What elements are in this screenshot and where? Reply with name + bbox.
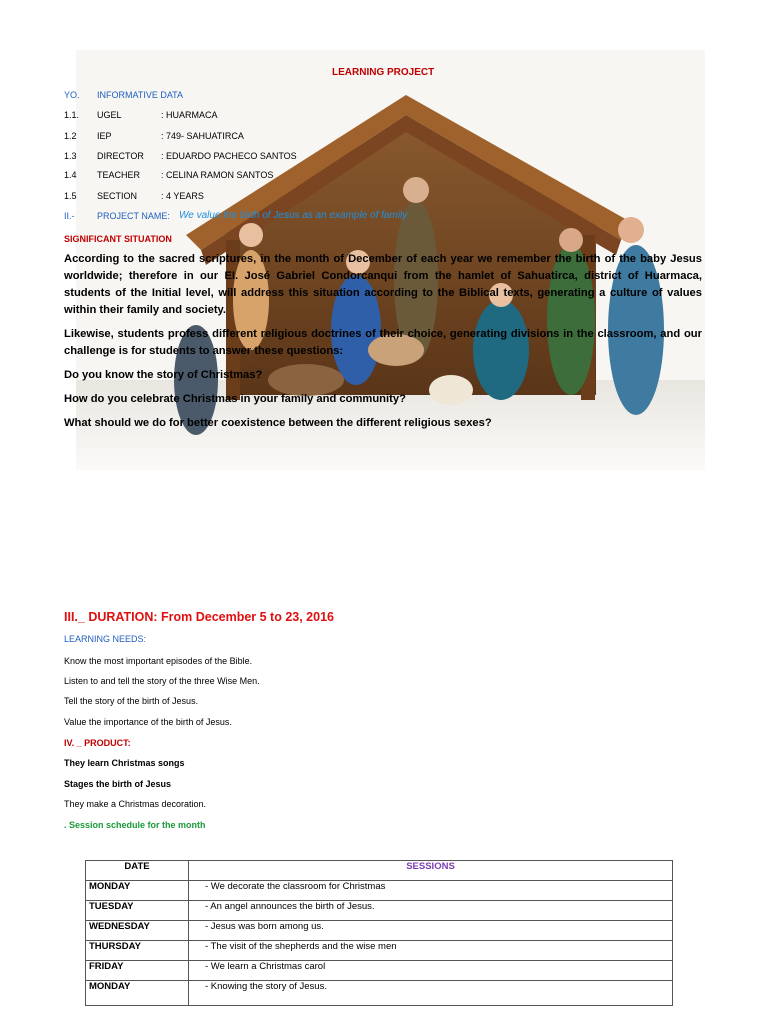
info-key: DIRECTOR xyxy=(97,151,144,161)
session-schedule-table xyxy=(85,860,673,1006)
info-value: : HUARMACA xyxy=(161,110,218,120)
info-num: 1.1. xyxy=(64,110,80,120)
learning-need-item: Value the importance of the birth of Jesus. xyxy=(64,717,232,727)
table-row xyxy=(86,961,673,981)
column-header-date: DATE xyxy=(86,861,189,881)
product-item: They learn Christmas songs xyxy=(64,758,185,768)
table-row xyxy=(86,941,673,961)
session-cell: - We learn a Christmas carol xyxy=(189,961,673,981)
page-title: LEARNING PROJECT xyxy=(332,67,435,78)
table-row xyxy=(86,881,673,901)
question: How do you celebrate Christmas in your family and community? xyxy=(64,393,406,405)
info-value: : 749- SAHUATIRCA xyxy=(161,131,244,141)
learning-needs-heading: LEARNING NEEDS: xyxy=(64,634,147,644)
learning-need-item: Tell the story of the birth of Jesus. xyxy=(64,696,199,706)
date-cell: WEDNESDAY xyxy=(86,921,189,941)
section-number: YO. xyxy=(64,90,80,100)
project-name-value: We value the birth of Jesus as an example of family xyxy=(179,210,408,221)
table-header-row xyxy=(86,861,673,881)
session-cell: - Jesus was born among us. xyxy=(189,921,673,941)
product-item: They make a Christmas decoration. xyxy=(64,799,207,809)
question: What should we do for better coexistence between the different religious sexes? xyxy=(64,417,492,429)
info-key: SECTION xyxy=(97,191,138,201)
session-cell: - The visit of the shepherds and the wise men xyxy=(189,941,673,961)
date-cell: THURSDAY xyxy=(86,941,189,961)
section-number: II.- xyxy=(64,211,75,221)
info-num: 1.3 xyxy=(64,151,77,161)
date-cell: TUESDAY xyxy=(86,901,189,921)
column-header-sessions: SESSIONS xyxy=(189,861,673,881)
session-cell: - We decorate the classroom for Christmas xyxy=(189,881,673,901)
learning-need-item: Listen to and tell the story of the three Wise Men. xyxy=(64,676,260,686)
info-value: : EDUARDO PACHECO SANTOS xyxy=(161,151,297,161)
date-cell: FRIDAY xyxy=(86,961,189,981)
table-row xyxy=(86,921,673,941)
duration-heading: III._ DURATION: From December 5 to 23, 2016 xyxy=(64,610,334,624)
info-key: UGEL xyxy=(97,110,122,120)
table-row xyxy=(86,981,673,1006)
product-heading: IV. _ PRODUCT: xyxy=(64,738,131,748)
schedule-heading: . Session schedule for the month xyxy=(64,820,206,830)
date-cell: MONDAY xyxy=(86,981,189,1006)
learning-need-item: Know the most important episodes of the Bible. xyxy=(64,656,253,666)
question: Do you know the story of Christmas? xyxy=(64,369,263,381)
info-num: 1.5 xyxy=(64,191,77,201)
info-num: 1.2 xyxy=(64,131,77,141)
paragraph: According to the sacred scriptures, in the month of December of each year we remember the birth of the baby Jesus worldwide; therefore in our EI. José Gabriel Condorcanqui from the hamlet of Sahuatirca, district of Huarmaca, students of the Initial level, will address this situation according to the Biblical texts, generating a culture of values within their family and society. xyxy=(64,253,702,316)
info-num: 1.4 xyxy=(64,170,77,180)
date-cell: MONDAY xyxy=(86,881,189,901)
session-cell: - Knowing the story of Jesus. xyxy=(189,981,673,1006)
product-item: Stages the birth of Jesus xyxy=(64,779,172,789)
info-key: IEP xyxy=(97,131,112,141)
info-value: : 4 YEARS xyxy=(161,191,204,201)
info-value: : CELINA RAMON SANTOS xyxy=(161,170,274,180)
significant-situation-heading: SIGNIFICANT SITUATION xyxy=(64,234,172,244)
table-row xyxy=(86,901,673,921)
section-label: INFORMATIVE DATA xyxy=(97,90,184,100)
paragraph: Likewise, students profess different religious doctrines of their choice, generating divisions in the classroom, and our challenge is for students to answer these questions: xyxy=(64,328,702,357)
session-cell: - An angel announces the birth of Jesus. xyxy=(189,901,673,921)
info-key: TEACHER xyxy=(97,170,141,180)
project-name-label: PROJECT NAME: xyxy=(97,211,170,221)
